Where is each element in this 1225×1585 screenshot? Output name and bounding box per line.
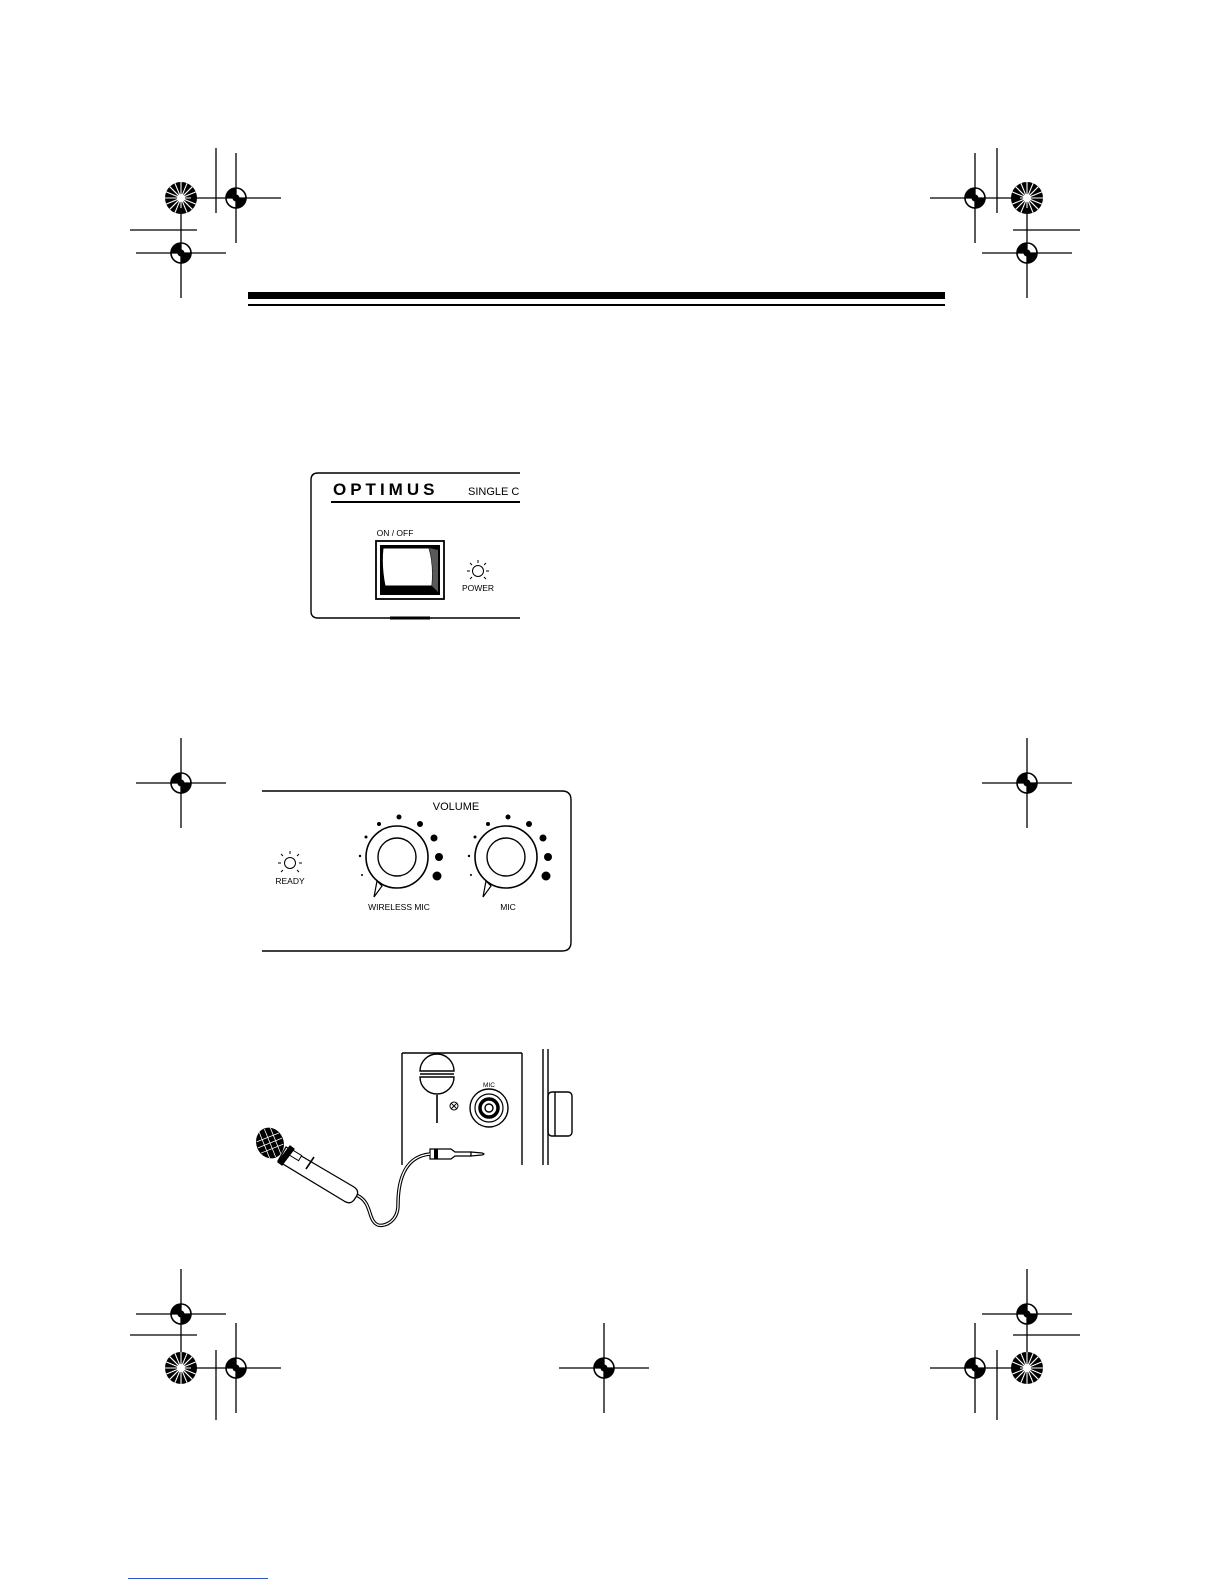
power-indicator-icon <box>467 560 489 579</box>
wireless-mic-volume-knob[interactable] <box>366 826 428 897</box>
microphone-icon <box>252 1124 357 1203</box>
wireless-mic-label: WIRELESS MIC <box>368 902 430 912</box>
header-rule-thick <box>248 292 945 299</box>
bottom-link-underline <box>128 1578 268 1579</box>
header-rule-thin <box>248 304 945 306</box>
model-text: SINGLE C <box>468 486 520 498</box>
mic-jack-label: MIC <box>483 1082 495 1089</box>
switch-label: ON / OFF <box>376 528 414 538</box>
power-panel-illustration <box>305 466 535 626</box>
ready-indicator-icon <box>278 851 302 872</box>
side-socket-icon <box>548 1092 572 1136</box>
mic-plug-icon <box>430 1149 484 1159</box>
grille-icon <box>420 1054 454 1123</box>
brand-logo: OPTIMUS <box>333 480 439 499</box>
mic-knob-label: MIC <box>500 902 516 912</box>
power-indicator-label: POWER <box>461 583 495 593</box>
volume-title: VOLUME <box>432 801 480 813</box>
volume-panel-illustration <box>258 785 578 955</box>
mic-volume-knob[interactable] <box>475 826 537 897</box>
microphone-jack-illustration <box>250 1045 590 1235</box>
ready-label: READY <box>275 876 305 886</box>
screw-icon <box>450 1102 458 1110</box>
mic-jack-socket[interactable] <box>470 1089 508 1127</box>
on-off-switch[interactable] <box>376 541 444 599</box>
